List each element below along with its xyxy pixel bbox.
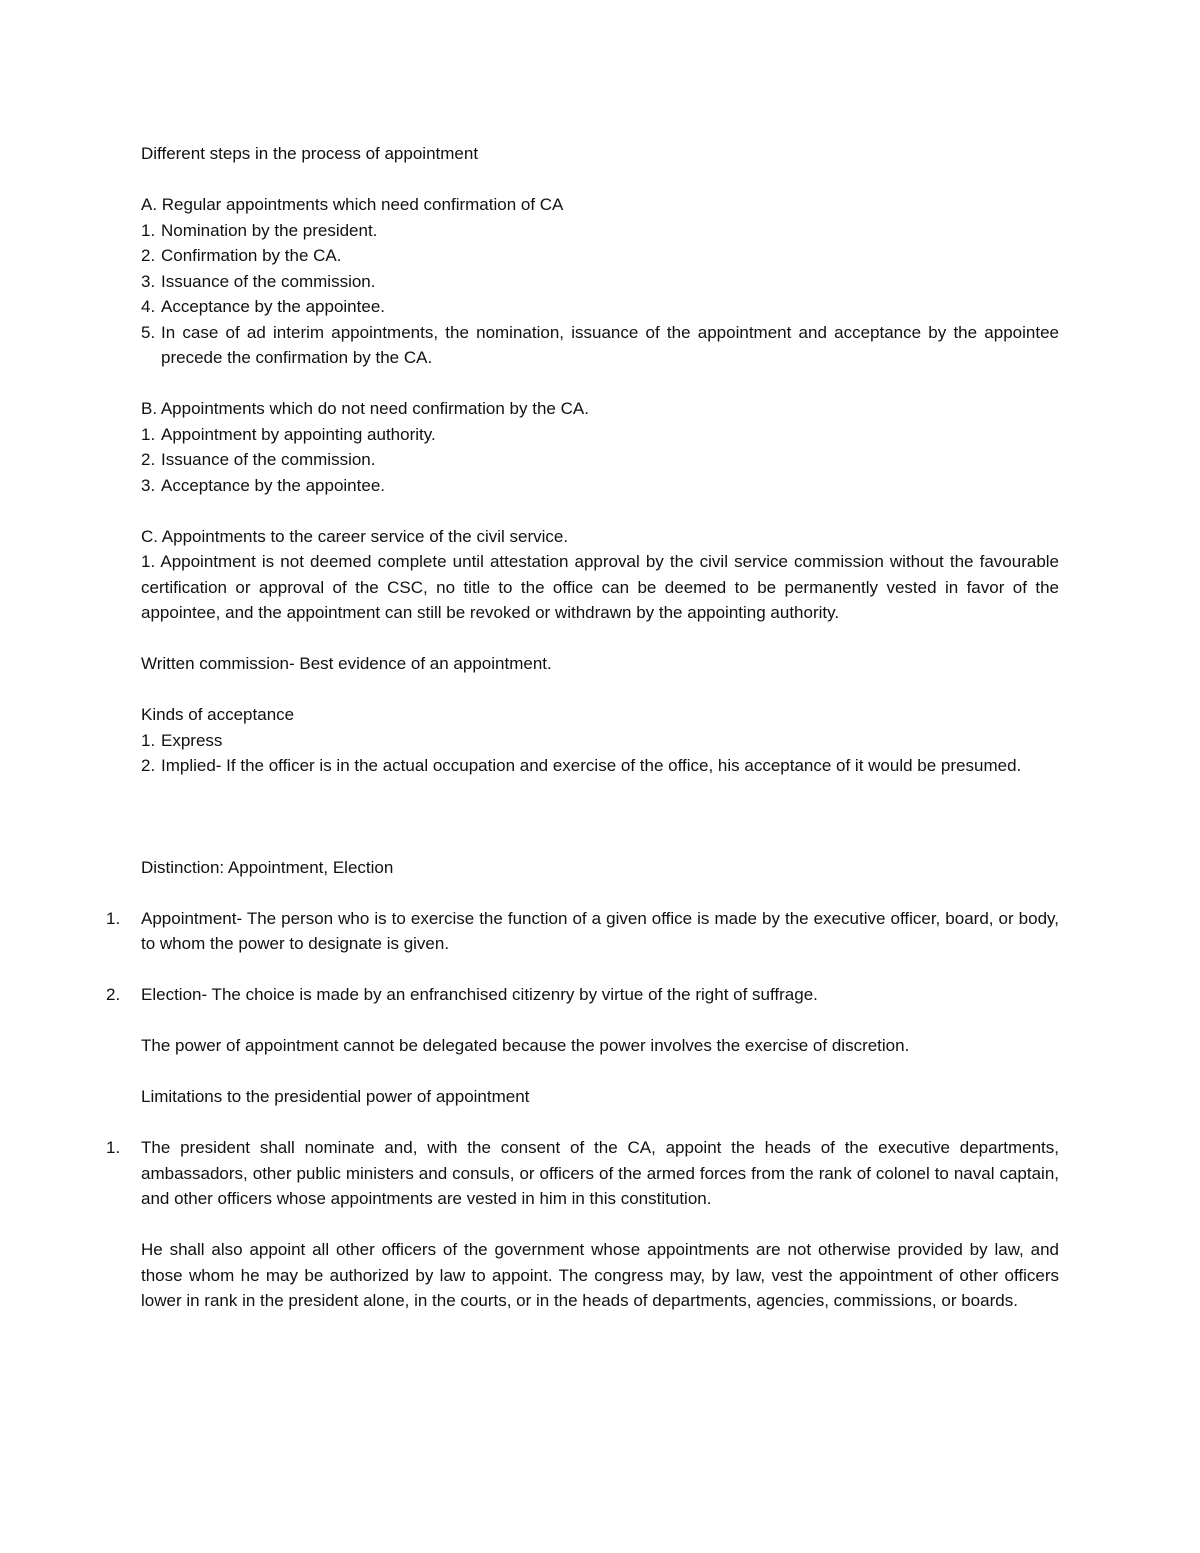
list-item bbox=[141, 473, 1059, 499]
list-text: The president shall nominate and, with the consent of the CA, appoint the heads of the executive departments, ambassadors, other public ministers and consuls, or officers of the armed forces from the rank of colonel to naval captain, and other officers whose appointments are vested in him in this constitution. bbox=[141, 1138, 1059, 1208]
list-item bbox=[141, 294, 1059, 320]
list-item bbox=[141, 422, 1059, 448]
list-text: Implied- If the officer is in the actual occupation and exercise of the office, his acceptance of it would be presumed. bbox=[161, 756, 1022, 775]
list-text: Nomination by the president. bbox=[161, 220, 378, 240]
limitations-title: Limitations to the presidential power of appointment bbox=[141, 1087, 530, 1106]
list-number: 2. bbox=[141, 756, 156, 775]
list-item bbox=[141, 269, 1059, 295]
list-number: 1. bbox=[106, 1138, 121, 1157]
list-number: 3. bbox=[141, 475, 156, 495]
list-item bbox=[141, 218, 1059, 244]
list-item bbox=[141, 320, 1059, 371]
list-text: Issuance of the commission. bbox=[161, 271, 376, 291]
limitations-follow-paragraph: He shall also appoint all other officers of the government whose appointments are not otherwise provided by law, and those whom he may be authorized by law to appoint. The congress may, by law, vest the appointment of other officers lower in rank in the president alone, in the courts, or in the heads of departments, agencies, commissions, or boards. bbox=[141, 1240, 1059, 1310]
distinction-title: Distinction: Appointment, Election bbox=[141, 857, 394, 877]
section-a-title: A. Regular appointments which need confirmation of CA bbox=[141, 195, 564, 214]
list-text: Election- The choice is made by an enfranchised citizenry by virtue of the right of suffrage. bbox=[141, 985, 818, 1004]
list-text: Appointment- The person who is to exercise the function of a given office is made by the executive officer, board, or body, to whom the power to designate is given. bbox=[141, 908, 1059, 953]
list-item bbox=[106, 982, 1059, 1008]
list-number: 2. bbox=[141, 246, 156, 265]
list-item bbox=[106, 906, 1059, 957]
list-number: 1. bbox=[141, 730, 156, 750]
section-b-title: B. Appointments which do not need confirmation by the CA. bbox=[141, 399, 589, 418]
list-text: Issuance of the commission. bbox=[161, 450, 376, 469]
list-item bbox=[141, 447, 1059, 473]
list-text: Confirmation by the CA. bbox=[161, 246, 342, 265]
list-number: 1. bbox=[141, 424, 156, 444]
list-item bbox=[141, 243, 1059, 269]
list-text: Express bbox=[161, 730, 223, 750]
list-item bbox=[141, 728, 1059, 754]
list-item bbox=[106, 1135, 1059, 1212]
list-text: Appointment by appointing authority. bbox=[161, 424, 436, 444]
list-number: 3. bbox=[141, 271, 156, 291]
document-body bbox=[106, 141, 1059, 1314]
list-text: In case of ad interim appointments, the nomination, issuance of the appointment and acceptance by the appointee precede the confirmation by the CA. bbox=[161, 322, 1059, 367]
list-number: 2. bbox=[106, 985, 121, 1004]
power-delegation-text: The power of appointment cannot be delegated because the power involves the exercise of discretion. bbox=[141, 1036, 910, 1055]
list-number: 1. bbox=[141, 220, 156, 240]
written-commission-text: Written commission- Best evidence of an appointment. bbox=[141, 654, 552, 673]
document-heading: Different steps in the process of appointment bbox=[141, 144, 479, 163]
list-item bbox=[141, 753, 1059, 779]
list-number: 5. bbox=[141, 322, 156, 342]
list-text: Acceptance by the appointee. bbox=[161, 297, 385, 316]
list-number: 2. bbox=[141, 450, 156, 469]
list-text: Acceptance by the appointee. bbox=[161, 475, 385, 495]
section-c-title: C. Appointments to the career service of the civil service. bbox=[141, 526, 569, 546]
list-number: 4. bbox=[141, 297, 156, 316]
section-c-paragraph: 1. Appointment is not deemed complete until attestation approval by the civil service commission without the favourable certification or approval of the CSC, no title to the office can be deemed to be permanently vested in favor of the appointee, and the appointment can still be revoked or withdrawn by the appointing authority. bbox=[141, 552, 1059, 622]
kinds-of-acceptance-title: Kinds of acceptance bbox=[141, 705, 295, 724]
list-number: 1. bbox=[106, 908, 121, 928]
